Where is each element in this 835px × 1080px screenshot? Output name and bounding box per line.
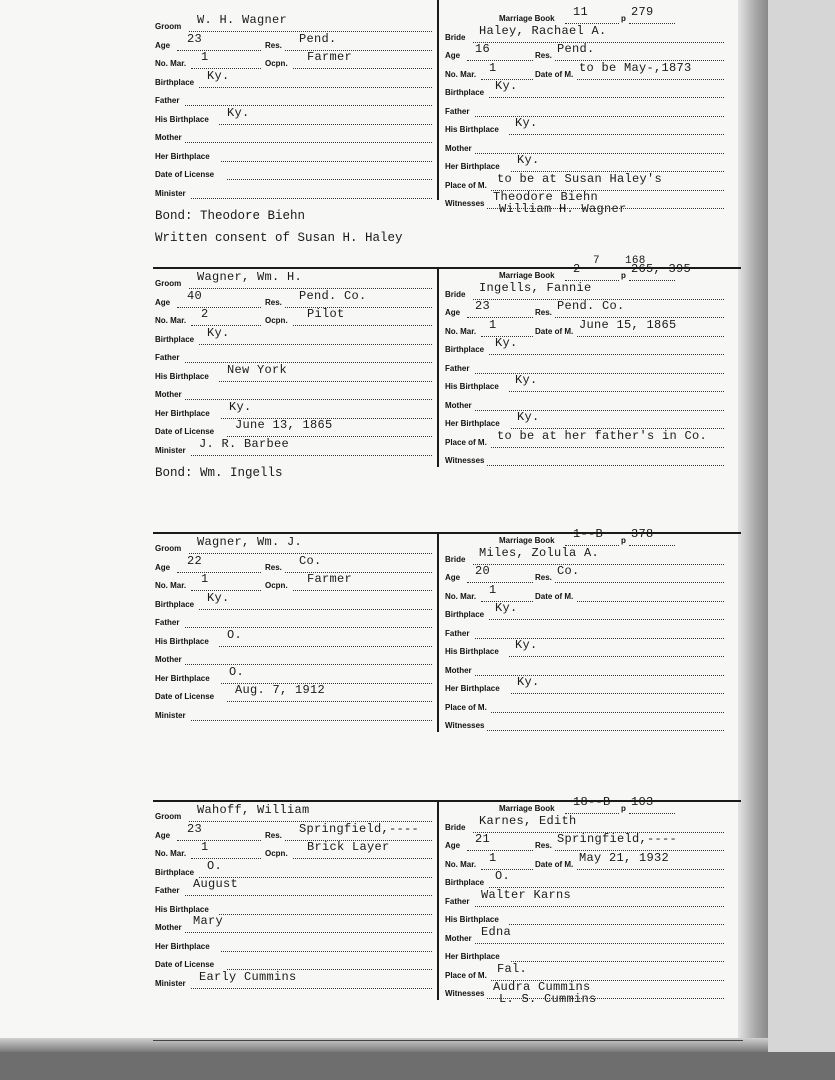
record-1-column-divider [437, 0, 439, 200]
record-3-label-no-mar: No. Mar. [445, 591, 477, 601]
record-4-label-his-birthplace: His Birthplace [155, 904, 209, 914]
record-2-bride-his-birthplace: Ky. [515, 373, 538, 387]
record-1-label-p: p [621, 14, 626, 23]
record-4-groom-birthplace: O. [207, 858, 223, 873]
record-3-label-minister: Minister [155, 710, 186, 720]
record-4-label-birthplace: Birthplace [445, 878, 485, 887]
record-1-label-date-of-license: Date of License [155, 170, 215, 179]
record-2-book-annotation: 7 [593, 255, 600, 267]
record-3-bride-value: 20 [475, 564, 491, 578]
record-2-groom-value: Pend. Co. [299, 288, 367, 303]
record-3-groom-fill [191, 711, 432, 721]
record-4-label-p: p [621, 804, 626, 813]
record-3-label-witnesses: Witnesses [445, 721, 485, 730]
record-3-bride-fill [475, 666, 724, 676]
record-3-label-father: Father [155, 618, 180, 627]
record-3-bride-fill [487, 721, 724, 731]
record-2-bride-bride: Ingells, Fannie [479, 280, 592, 295]
record-2-bride-fill [509, 382, 724, 392]
record-2-label-no-mar: No. Mar. [155, 316, 187, 325]
record-4-label-date-of-m: Date of M. [535, 859, 574, 869]
record-2-label-mother: Mother [155, 390, 182, 399]
record-4-label-mother: Mother [155, 923, 182, 932]
record-1-groom-fill [219, 115, 432, 125]
record-2-label-father: Father [445, 363, 470, 373]
record-1-label-mother: Mother [155, 133, 182, 142]
record-1-bride-value: 11 [573, 5, 589, 19]
record-3-bride-value: 1 [489, 582, 497, 597]
record-1-groom-value: Farmer [307, 50, 353, 64]
record-2-label-minister: Minister [155, 445, 186, 455]
record-4-groom-fill [227, 960, 432, 970]
record-4-label-ocpn: Ocpn. [265, 849, 288, 858]
record-2-bride-birthplace: Ky. [495, 336, 518, 350]
record-2-bride-fill [489, 345, 724, 355]
record-3-groom-value: Co. [299, 553, 322, 568]
record-4-bride-bride: Karnes, Edith [479, 813, 577, 828]
record-3-label-birthplace: Birthplace [445, 610, 485, 619]
record-1-note: Written consent of Susan H. Haley [155, 231, 403, 245]
record-3-label-date-of-license: Date of License [155, 692, 215, 701]
record-2-label-groom: Groom [155, 279, 182, 288]
record-2-label-age: Age [445, 308, 461, 317]
record-2-bride-value: June 15, 1865 [579, 317, 677, 332]
record-1-bride-value: 1 [489, 60, 497, 75]
record-3-groom-fill [185, 618, 432, 628]
record-4-column-divider [437, 802, 439, 1000]
record-1-label-res: Res. [265, 40, 282, 50]
record-3-label-age: Age [155, 562, 171, 572]
record-2-bride-value: 23 [475, 299, 491, 313]
record-4-label-marriage-book: Marriage Book [499, 804, 555, 813]
record-4-label-his-birthplace: His Birthplace [445, 915, 499, 924]
record-4-bride-value: 1 [489, 850, 497, 865]
record-1-label-her-birthplace: Her Birthplace [155, 151, 210, 161]
record-2-bride-fill [511, 419, 724, 429]
record-1-groom-value: Pend. [299, 31, 337, 46]
page-edge-shadow [738, 0, 768, 1052]
record-3-label-her-birthplace: Her Birthplace [155, 673, 210, 683]
record-2-groom-fill [185, 353, 432, 363]
record-1-groom-groom: W. H. Wagner [197, 13, 288, 27]
record-1-label-his-birthplace: His Birthplace [155, 114, 209, 124]
record-4-bride-place-of-m: Fal. [497, 961, 528, 976]
record-4-bride-fill [509, 915, 724, 925]
record-1-groom-fill [221, 152, 432, 162]
record-2-label-birthplace: Birthplace [445, 345, 485, 354]
record-2-bride-place-of-m: to be at her father's in Co. [497, 428, 708, 443]
record-1-groom-value: 1 [201, 50, 209, 64]
record-3-label-ocpn: Ocpn. [265, 581, 288, 590]
record-3-groom-fill [199, 600, 432, 610]
record-4-bride-mother: Edna [481, 924, 512, 939]
record-4-groom-fill [199, 868, 432, 878]
record-3-label-marriage-book: Marriage Book [499, 536, 555, 545]
record-4-bride-birthplace: O. [495, 869, 511, 883]
record-1-bride-birthplace: Ky. [495, 79, 518, 93]
record-3-groom-fill [185, 655, 432, 665]
record-3-label-mother: Mother [445, 665, 472, 675]
record-3-label-date-of-m: Date of M. [535, 591, 574, 601]
record-2-label-p: p [621, 271, 626, 280]
record-2-label-father: Father [155, 353, 180, 362]
record-3-bride-bride: Miles, Zolula A. [479, 545, 600, 560]
record-3-label-bride: Bride [445, 554, 466, 564]
record-2-bride-fill [475, 401, 724, 411]
record-2-label-her-birthplace: Her Birthplace [445, 419, 500, 428]
record-3-groom-date-of-license: Aug. 7, 1912 [235, 683, 326, 697]
record-2-groom-fill [199, 335, 432, 345]
record-1-label-place-of-m: Place of M. [445, 180, 487, 190]
record-1-label-age: Age [155, 40, 171, 50]
record-2-groom-value: 2 [201, 307, 209, 321]
record-2-label-birthplace: Birthplace [155, 334, 195, 344]
record-4-bride-fill [475, 934, 724, 944]
record-4-groom-minister: Early Cummins [199, 969, 297, 984]
record-2-groom-value: 40 [187, 288, 203, 303]
record-4-label-bride: Bride [445, 822, 466, 832]
record-3-label-age: Age [445, 573, 461, 582]
record-3-label-p: p [621, 536, 626, 545]
record-1-label-age: Age [445, 51, 461, 60]
record-1-bride-fill [511, 162, 724, 172]
record-3-label-res: Res. [535, 573, 552, 582]
record-1-bride-his-birthplace: Ky. [515, 116, 538, 130]
record-4-bride-father: Walter Karns [481, 887, 572, 902]
record-3-bride-value: Co. [557, 564, 580, 578]
record-1-label-marriage-book: Marriage Book [499, 14, 555, 23]
record-3-groom-fill [221, 674, 432, 684]
record-4-label-father: Father [445, 896, 470, 906]
record-2-groom-value: Pilot [307, 307, 345, 321]
record-1-label-no-mar: No. Mar. [155, 59, 187, 68]
record-2-label-ocpn: Ocpn. [265, 316, 288, 325]
record-1-groom-birthplace: Ky. [207, 68, 230, 83]
record-4-label-age: Age [445, 841, 461, 850]
record-1-bride-bride: Haley, Rachael A. [479, 23, 607, 38]
record-2-label-date-of-license: Date of License [155, 427, 215, 436]
record-1-label-mother: Mother [445, 143, 472, 153]
record-2-label-mother: Mother [445, 400, 472, 410]
scanner-bottom-band [0, 1052, 835, 1080]
record-1-groom-his-birthplace: Ky. [227, 105, 250, 120]
record-2-groom-her-birthplace: Ky. [229, 399, 252, 414]
record-1-note: Bond: Theodore Biehn [155, 209, 306, 223]
record-2-label-witnesses: Witnesses [445, 456, 485, 465]
record-4-bride-witnesses: Audra Cummins [493, 980, 591, 994]
record-4-bottom-rule [153, 1040, 743, 1041]
record-4-groom-father: August [193, 877, 239, 891]
record-4-groom-value: 23 [187, 821, 203, 836]
record-3-bride-her-birthplace: Ky. [517, 675, 540, 689]
record-4-label-no-mar: No. Mar. [445, 859, 477, 869]
record-3-label-his-birthplace: His Birthplace [445, 647, 499, 656]
record-3-bride-fill [475, 629, 724, 639]
record-4-bride-fill [489, 878, 724, 888]
record-3-label-place-of-m: Place of M. [445, 702, 487, 712]
record-1-bride-witnesses-2: William H. Wagner [499, 202, 627, 216]
record-2-label-res: Res. [265, 297, 282, 307]
record-4-label-witnesses: Witnesses [445, 989, 485, 998]
record-4-groom-mother: Mary [193, 914, 224, 928]
record-3-groom-value: 1 [201, 572, 209, 586]
record-3-bride-fill [489, 610, 724, 620]
record-2-groom-groom: Wagner, Wm. H. [197, 270, 303, 284]
record-3-column-divider [437, 534, 439, 732]
record-2-bride-value: 1 [489, 317, 497, 332]
record-3-groom-groom: Wagner, Wm. J. [197, 535, 303, 549]
record-2-bride-fill [475, 364, 724, 374]
record-2-column-divider [437, 269, 439, 467]
record-4-label-minister: Minister [155, 978, 186, 988]
record-3-label-no-mar: No. Mar. [155, 581, 187, 590]
record-4-groom-fill [219, 905, 432, 915]
record-2-groom-birthplace: Ky. [207, 325, 230, 340]
record-3-label-res: Res. [265, 562, 282, 572]
record-4-bride-value: Springfield,---- [557, 832, 678, 846]
record-2-label-his-birthplace: His Birthplace [445, 382, 499, 391]
record-1-label-birthplace: Birthplace [445, 88, 485, 97]
record-2-label-no-mar: No. Mar. [445, 326, 477, 336]
record-1-label-her-birthplace: Her Birthplace [445, 162, 500, 171]
record-2-bride-value: 2 [573, 262, 581, 276]
record-3-bride-fill [491, 703, 724, 713]
record-1-groom-value: 23 [187, 31, 203, 46]
record-1-label-bride: Bride [445, 32, 466, 42]
record-4-bride-value: 21 [475, 832, 491, 846]
record-2-bride-her-birthplace: Ky. [517, 410, 540, 424]
record-3-groom-her-birthplace: O. [229, 664, 245, 679]
record-2-label-date-of-m: Date of M. [535, 326, 574, 336]
record-2-groom-minister: J. R. Barbee [199, 436, 290, 451]
record-4-label-age: Age [155, 830, 171, 840]
record-3-bride-value: 378 [631, 527, 654, 541]
record-4-label-date-of-license: Date of License [155, 960, 215, 969]
record-2-label-place-of-m: Place of M. [445, 437, 487, 447]
record-3-groom-fill [219, 637, 432, 647]
record-1-label-father: Father [445, 106, 470, 116]
record-2-label-res: Res. [535, 308, 552, 317]
record-1-bride-her-birthplace: Ky. [517, 153, 540, 167]
record-4-bride-value: 18--B [573, 795, 611, 809]
record-3-bride-birthplace: Ky. [495, 601, 518, 615]
record-1-label-groom: Groom [155, 22, 182, 31]
record-1-bride-value: 279 [631, 5, 654, 19]
record-3-groom-his-birthplace: O. [227, 627, 243, 642]
record-4-bride-value: May 21, 1932 [579, 850, 670, 865]
record-3-groom-birthplace: Ky. [207, 590, 230, 605]
record-2-page-annotation: 168 [625, 255, 646, 267]
record-1-bride-value: Pend. [557, 42, 595, 56]
record-2-groom-date-of-license: June 13, 1865 [235, 418, 333, 432]
record-3-bride-fill [577, 592, 724, 602]
record-2-label-his-birthplace: His Birthplace [155, 371, 209, 381]
record-4-groom-value: Springfield,---- [299, 821, 420, 836]
record-4-label-no-mar: No. Mar. [155, 849, 187, 858]
record-1-bride-fill [509, 125, 724, 135]
record-4-groom-value: 1 [201, 840, 209, 854]
record-2-bride-value: Pend. Co. [557, 299, 625, 313]
record-2-groom-fill [185, 390, 432, 400]
record-1-bride-fill [475, 144, 724, 154]
record-1-bride-fill [475, 107, 724, 117]
record-1-groom-fill [191, 189, 432, 199]
record-4-bride-fill [511, 952, 724, 962]
record-2-label-her-birthplace: Her Birthplace [155, 408, 210, 418]
record-3-label-groom: Groom [155, 544, 182, 553]
record-4-label-her-birthplace: Her Birthplace [155, 941, 210, 951]
record-1-label-minister: Minister [155, 188, 186, 198]
record-4-label-place-of-m: Place of M. [445, 970, 487, 980]
record-4-label-her-birthplace: Her Birthplace [445, 952, 500, 961]
record-4-label-groom: Groom [155, 812, 182, 821]
record-3-label-birthplace: Birthplace [155, 599, 195, 609]
record-4-label-birthplace: Birthplace [155, 867, 195, 877]
record-1-bride-value: to be May-,1873 [579, 60, 692, 75]
record-1-bride-fill [489, 88, 724, 98]
record-3-bride-value: 1--B [573, 527, 604, 541]
record-1-label-ocpn: Ocpn. [265, 59, 288, 68]
record-3-bride-fill [511, 684, 724, 694]
record-2-label-age: Age [155, 297, 171, 307]
record-1-label-his-birthplace: His Birthplace [445, 125, 499, 134]
record-1-label-date-of-m: Date of M. [535, 69, 574, 79]
record-4-bride-witnesses-2: L. S. Cummins [499, 992, 597, 1006]
record-3-label-her-birthplace: Her Birthplace [445, 684, 500, 693]
record-1-bride-value: 16 [475, 42, 491, 56]
record-4-groom-fill [221, 942, 432, 952]
record-4-label-father: Father [155, 886, 180, 895]
record-3-bride-his-birthplace: Ky. [515, 638, 538, 652]
record-2-note: Bond: Wm. Ingells [155, 466, 283, 480]
record-4-groom-value: Brick Layer [307, 840, 390, 854]
record-1-label-father: Father [155, 96, 180, 105]
record-3-label-his-birthplace: His Birthplace [155, 636, 209, 646]
record-1-groom-fill [227, 170, 432, 180]
record-2-bride-fill [487, 456, 724, 466]
record-3-label-father: Father [445, 628, 470, 638]
record-1-label-witnesses: Witnesses [445, 199, 485, 208]
record-4-label-mother: Mother [445, 933, 472, 943]
record-1-bride-place-of-m: to be at Susan Haley's [497, 171, 663, 186]
record-4-label-res: Res. [265, 830, 282, 840]
record-1-label-res: Res. [535, 51, 552, 60]
record-2-groom-fill [221, 409, 432, 419]
record-4-label-res: Res. [535, 841, 552, 850]
record-3-groom-value: Farmer [307, 572, 353, 586]
record-1-groom-fill [185, 96, 432, 106]
record-1-groom-fill [185, 133, 432, 143]
record-2-label-marriage-book: Marriage Book [499, 271, 555, 280]
record-2-groom-his-birthplace: New York [227, 362, 288, 377]
record-3-groom-value: 22 [187, 553, 203, 568]
record-3-label-mother: Mother [155, 655, 182, 664]
record-1-groom-fill [199, 78, 432, 88]
record-3-bride-fill [509, 647, 724, 657]
record-1-bride-witnesses: Theodore Biehn [493, 190, 599, 204]
record-1-label-no-mar: No. Mar. [445, 69, 477, 79]
record-2-label-bride: Bride [445, 289, 466, 299]
record-4-bride-value: 103 [631, 795, 654, 809]
record-4-groom-groom: Wahoff, William [197, 803, 310, 817]
record-1-label-birthplace: Birthplace [155, 77, 195, 87]
scanner-background [768, 0, 835, 1080]
record-2-bride-value: 265, 395 [631, 262, 692, 276]
record-3-bride-fill [555, 573, 724, 583]
